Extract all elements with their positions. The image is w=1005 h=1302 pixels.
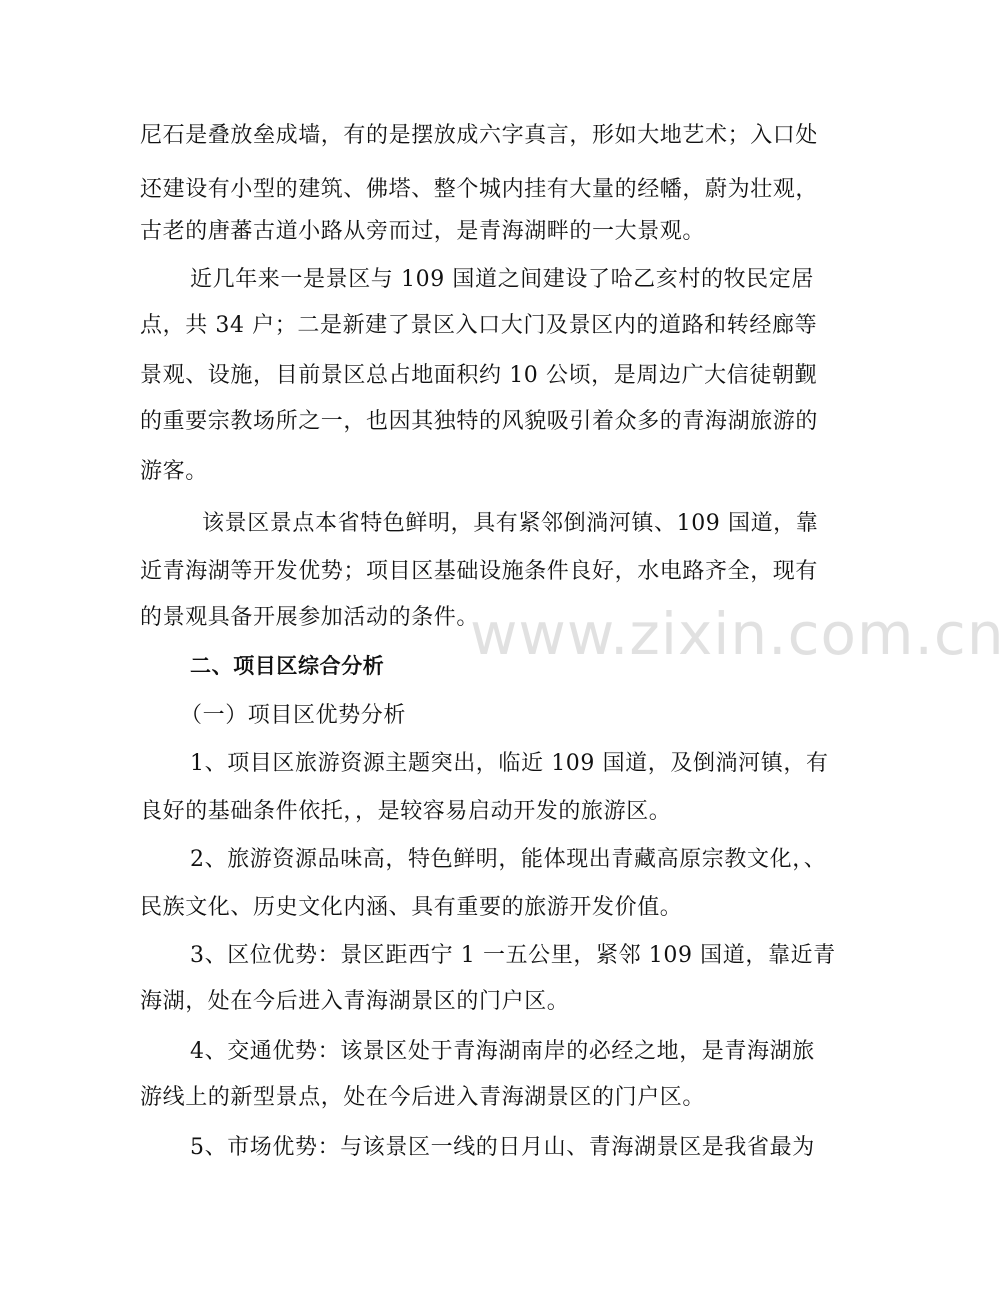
list-item-line: 4、交通优势：该景区处于青海湖南岸的必经之地，是青海湖旅 [190, 1039, 815, 1064]
watermark: www.zixin.com.cn [470, 600, 1005, 668]
text-line: 景观、设施，目前景区总占地面积约 10 公顷，是周边广大信徒朝觐 [140, 363, 818, 388]
list-item-line: 2、旅游资源品味高，特色鲜明，能体现出青藏高原宗教文化，、 [190, 847, 827, 872]
list-item-line: 3、区位优势：景区距西宁 1 一五公里，紧邻 109 国道，靠近青 [190, 943, 836, 968]
text-line: 良好的基础条件依托，，是较容易启动开发的旅游区。 [140, 799, 672, 824]
text-line: 点，共 34 户；二是新建了景区入口大门及景区内的道路和转经廊等 [140, 313, 818, 338]
section-heading: 二、项目区综合分析 [190, 654, 385, 678]
text-line: 的重要宗教场所之一，也因其独特的风貌吸引着众多的青海湖旅游的 [140, 409, 819, 434]
text-line: 游客。 [140, 459, 208, 484]
text-line: 古老的唐蕃古道小路从旁而过，是青海湖畔的一大景观。 [140, 219, 706, 244]
list-item-line: 1、项目区旅游资源主题突出，临近 109 国道，及倒淌河镇，有 [190, 751, 829, 776]
text-line: 还建设有小型的建筑、佛塔、整个城内挂有大量的经幡，蔚为壮观， [140, 177, 819, 202]
list-item-line: 5、市场优势：与该景区一线的日月山、青海湖景区是我省最为 [190, 1135, 815, 1160]
paragraph-first-line: 近几年来一是景区与 109 国道之间建设了哈乙亥村的牧民定居 [190, 267, 814, 292]
text-line: 民族文化、历史文化内涵、具有重要的旅游开发价值。 [140, 895, 683, 920]
text-line: 尼石是叠放垒成墙，有的是摆放成六字真言，形如大地艺术；入口处 [140, 123, 819, 148]
text-line: 近青海湖等开发优势；项目区基础设施条件良好，水电路齐全，现有 [140, 559, 819, 584]
subsection-heading: （一）项目区优势分析 [180, 703, 407, 728]
text-line: 海湖，处在今后进入青海湖景区的门户区。 [140, 989, 570, 1014]
text-line: 的景观具备开展参加活动的条件。 [140, 605, 480, 630]
text-line: 游线上的新型景点，处在今后进入青海湖景区的门户区。 [140, 1085, 706, 1110]
paragraph-first-line: 该景区景点本省特色鲜明，具有紧邻倒淌河镇、109 国道，靠 [202, 511, 819, 536]
